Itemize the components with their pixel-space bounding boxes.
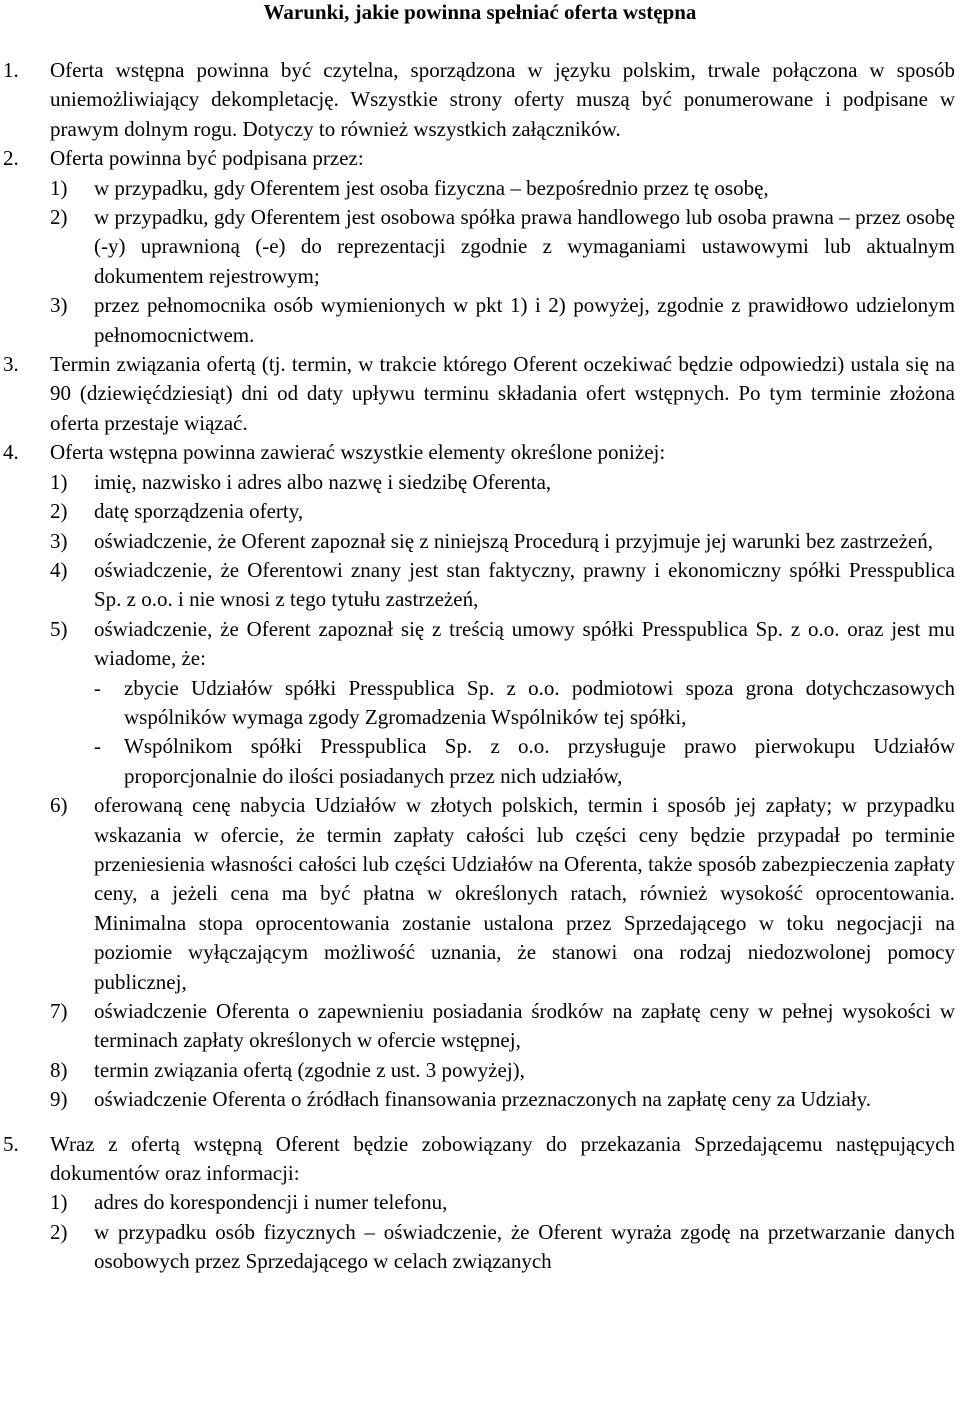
list-item [0, 527, 955, 556]
item-text: oświadczenie Oferenta o źródłach finansowania przeznaczonych na zapłatę ceny za Udziały. [94, 1087, 871, 1112]
item-number: 6) [50, 793, 68, 818]
item-number: 1) [50, 1190, 68, 1215]
section-1 [0, 56, 955, 144]
item-number: 2) [50, 1219, 68, 1244]
section-3 [0, 350, 955, 438]
item-number: 4) [50, 557, 68, 582]
item-text: oferowaną cenę nabycia Udziałów w złotych polskich, termin i sposób jej zapłaty; w przypadku wskazania w ofercie, że termin zapłaty całości lub części ceny będzie przypadał po terminie przeniesienia własności całości lub części Udziałów na Oferenta, także sposób zabezpieczenia zapłaty ceny, a jeżeli cena ma być płatna w określonych ratach, również wysokość oprocentowania. Minimalna stopa oprocentowania zostanie ustalona przez Sprzedającego w toku negocjacji na poziomie wyłączającym możliwość uznania, że stanowi ona rodzaj niedozwolonej pomocy publicznej, [94, 793, 955, 994]
list-item [0, 1056, 955, 1085]
section-text: Termin związania ofertą (tj. termin, w trakcie którego Oferent oczekiwać będzie odpowiedzi) ustala się na 90 (dziewięćdziesiąt) dni od daty upływu terminu składania ofert wstępnych. Po tym terminie złożona oferta przestaje wiązać. [50, 352, 955, 435]
item-text: oświadczenie, że Oferentowi znany jest stan faktyczny, prawny i ekonomiczny spółki Presspublica Sp. z o.o. i nie wnosi z tego tytułu zastrzeżeń, [94, 557, 955, 612]
item-text: przez pełnomocnika osób wymienionych w pkt 1) i 2) powyżej, zgodnie z prawidłowo udzielonym pełnomocnictwem. [94, 293, 955, 347]
list-item [0, 497, 955, 526]
section-spacer [0, 1115, 955, 1130]
dash-marker: - [94, 734, 101, 759]
section-number: 4. [3, 440, 19, 465]
section-number: 1. [3, 58, 19, 82]
item-text: oświadczenie, że Oferent zapoznał się z treścią umowy spółki Presspublica Sp. z o.o. oraz jest mu wiadome, że: [94, 616, 955, 671]
list-item [0, 791, 955, 997]
section-text: Oferta wstępna powinna zawierać wszystkie elementy określone poniżej: [50, 440, 666, 465]
list-item [0, 174, 955, 203]
item-text: w przypadku, gdy Oferentem jest osoba fizyczna – bezpośrednio przez tę osobę, [94, 175, 769, 200]
dash-item [0, 674, 955, 733]
item-text: imię, nazwisko i adres albo nazwę i siedzibę Oferenta, [94, 469, 552, 494]
item-text: zbycie Udziałów spółki Presspublica Sp. z o.o. podmiotowi spoza grona dotychczasowych wspólników wymaga zgody Zgromadzenia Wspólników tej spółki, [124, 675, 955, 729]
dash-item [0, 732, 955, 791]
section-text: Oferta powinna być podpisana przez: [50, 146, 364, 171]
document-body [0, 56, 955, 1277]
list-item [0, 203, 955, 291]
item-text: w przypadku, gdy Oferentem jest osobowa spółka prawa handlowego lub osoba prawna – przez osobę (-y) uprawnioną (-e) do reprezentacji zgodnie z wymaganiami ustawowymi lub aktualnym dokumentem rejestrowym; [94, 205, 955, 288]
item-number: 5) [50, 616, 68, 641]
list-item [0, 1218, 955, 1277]
list-item [0, 468, 955, 497]
list-item [0, 556, 955, 615]
list-item [0, 291, 955, 350]
item-number: 1) [50, 175, 68, 200]
item-number: 8) [50, 1057, 68, 1082]
list-item [0, 997, 955, 1056]
item-number: 2) [50, 205, 68, 230]
item-number: 9) [50, 1087, 68, 1112]
section-number: 3. [3, 352, 19, 377]
section-5 [0, 1130, 955, 1189]
item-text: oświadczenie, że Oferent zapoznał się z niniejszą Procedurą i przyjmuje jej warunki bez zastrzeżeń, [94, 528, 934, 553]
section-text: Wraz z ofertą wstępną Oferent będzie zobowiązany do przekazania Sprzedającemu następujących dokumentów oraz informacji: [50, 1131, 955, 1186]
list-item [0, 1085, 955, 1114]
item-text: oświadczenie Oferenta o zapewnieniu posiadania środków na zapłatę ceny w pełnej wysokości w terminach zapłaty określonych w ofercie wstępnej, [94, 999, 955, 1053]
item-number: 7) [50, 999, 68, 1023]
item-number: 1) [50, 469, 68, 494]
item-number: 3) [50, 528, 68, 553]
item-text: adres do korespondencji i numer telefonu, [94, 1190, 448, 1215]
list-item [0, 1188, 955, 1217]
section-2 [0, 144, 955, 173]
item-text: w przypadku osób fizycznych – oświadczenie, że Oferent wyraża zgodę na przetwarzanie danych osobowych przez Sprzedającego w celach związanych [94, 1219, 955, 1274]
section-number: 2. [3, 146, 19, 171]
section-number: 5. [3, 1131, 19, 1156]
dash-marker: - [94, 675, 101, 700]
item-text: termin związania ofertą (zgodnie z ust. 3 powyżej), [94, 1057, 525, 1082]
item-number: 2) [50, 499, 68, 524]
list-item [0, 615, 955, 674]
section-text: Oferta wstępna powinna być czytelna, sporządzona w języku polskim, trwale połączona w sposób uniemożliwiający dekompletację. Wszystkie strony oferty muszą być ponumerowane i podpisane w prawym dolnym rogu. Dotyczy to również wszystkich załączników. [50, 58, 955, 141]
section-4 [0, 438, 955, 467]
document-title: Warunki, jakie powinna spełniać oferta wstępna [263, 0, 697, 24]
item-text: Wspólnikom spółki Presspublica Sp. z o.o. przysługuje prawo pierwokupu Udziałów proporcjonalnie do ilości posiadanych przez nich udziałów, [124, 734, 955, 788]
item-text: datę sporządzenia oferty, [94, 499, 304, 524]
item-number: 3) [50, 293, 68, 318]
